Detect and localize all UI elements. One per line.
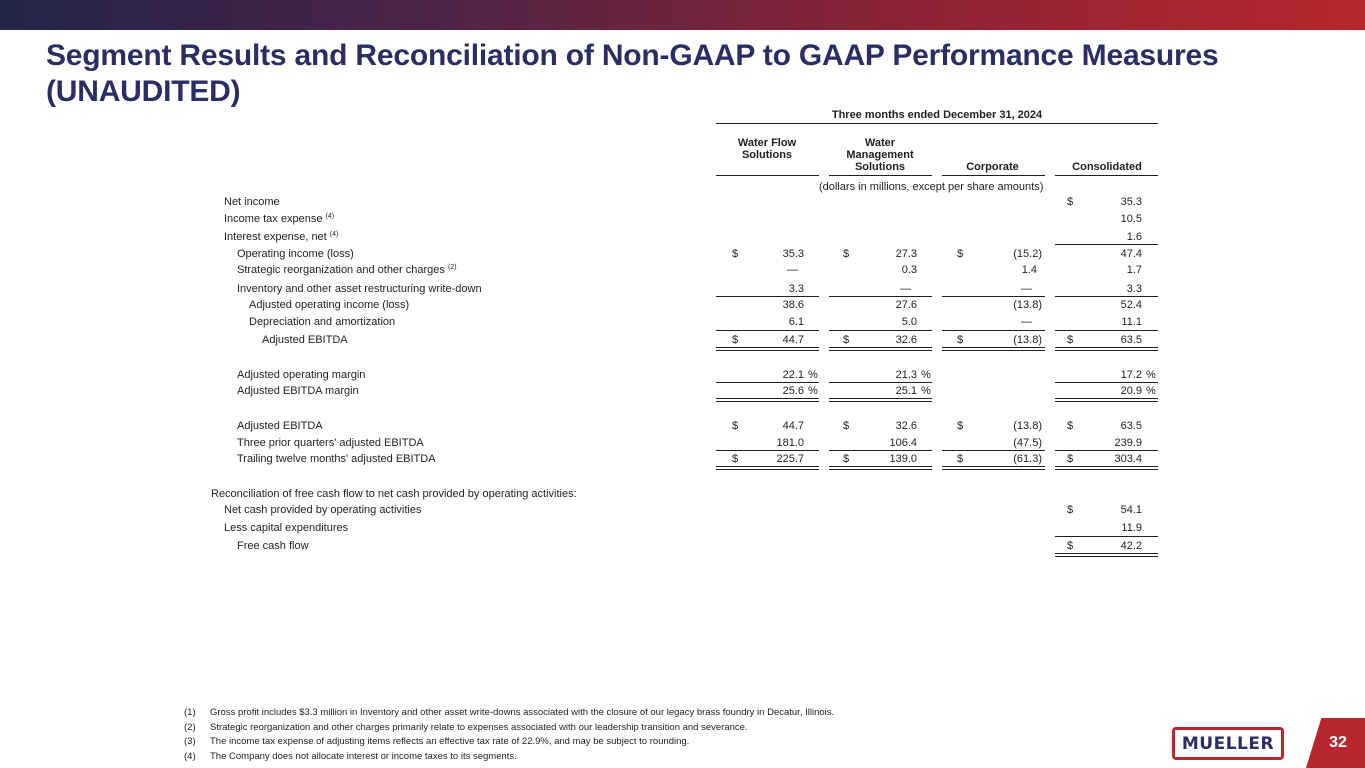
total-rule [942, 469, 1045, 470]
row-label-text: Strategic reorganization and other charges [237, 264, 445, 276]
units-note: (dollars in millions, except per share amounts) [819, 181, 1044, 193]
total-rule [716, 401, 819, 402]
cell-consolidated: 3.3 [1126, 283, 1142, 295]
cell-wms: 32.6 [895, 420, 917, 432]
total-rule [1055, 398, 1158, 399]
dollar-sign: $ [957, 248, 964, 260]
cell-consolidated: 239.9 [1114, 437, 1142, 449]
dollar-sign: $ [957, 334, 964, 346]
row-label: Adjusted EBITDA [237, 420, 323, 432]
cell-consolidated: 11.9 [1121, 522, 1142, 534]
row-label [237, 264, 457, 277]
dollar-sign: $ [1067, 504, 1074, 516]
dollar-sign: $ [1067, 196, 1074, 208]
mueller-logo [1172, 727, 1284, 760]
subtotal-rule [716, 330, 819, 331]
footnote-ref: (4) [329, 231, 339, 238]
subtotal-rule [829, 296, 932, 297]
col-header-wfs: Water Flow Solutions [737, 137, 797, 161]
subtotal-rule [1055, 244, 1158, 245]
dollar-sign: $ [1067, 540, 1074, 552]
col-header-consolidated: Consolidated [1072, 161, 1142, 173]
cell-consolidated: 303.4 [1114, 453, 1142, 465]
subtotal-rule [1055, 450, 1158, 451]
subtotal-rule [942, 296, 1045, 297]
footnote [184, 706, 834, 721]
percent-sign: % [921, 369, 931, 381]
row-label: Inventory and other asset restructuring write-down [237, 283, 482, 295]
cell-wfs: 35.3 [782, 248, 804, 260]
row-label: Free cash flow [237, 540, 309, 552]
subtotal-rule [716, 296, 819, 297]
footnote-text: Gross profit includes $3.3 million in Inventory and other asset write-downs associated with the closure of our legacy brass foundry in Decatur, Illinois. [210, 707, 835, 718]
cell-wms: 0.3 [901, 264, 917, 276]
footnote [184, 735, 834, 750]
cell-corporate: (13.8) [1013, 299, 1042, 311]
header-rule [716, 123, 1158, 124]
cell-corporate: (13.8) [1013, 334, 1042, 346]
cell-consolidated: 1.6 [1126, 231, 1142, 243]
cell-wfs: 38.6 [782, 299, 804, 311]
cell-wms: 25.1 [895, 385, 917, 397]
footnote-text: Strategic reorganization and other charges primarily relate to expenses associated with our leadership transition and severance. [210, 721, 748, 733]
subtotal-rule [829, 330, 932, 331]
cell-wms: 21.3 [895, 369, 917, 381]
total-rule [716, 350, 819, 351]
dollar-sign: $ [732, 334, 739, 346]
percent-sign: % [808, 369, 818, 381]
cell-consolidated: 35.3 [1120, 196, 1142, 208]
subtotal-rule [942, 330, 1045, 331]
subtotal-rule [829, 382, 932, 383]
cell-wms: 27.3 [895, 248, 917, 260]
row-label: Three prior quarters' adjusted EBITDA [237, 437, 424, 449]
total-rule [1055, 347, 1158, 348]
total-rule [1055, 469, 1158, 470]
row-label-text: Interest expense, net [224, 231, 327, 243]
percent-sign: % [1146, 385, 1156, 397]
footnote-number: (1) [184, 707, 196, 718]
cell-corporate: (13.8) [1013, 420, 1042, 432]
row-label: Depreciation and amortization [249, 316, 396, 328]
footnote-text: The Company does not allocate interest or income taxes to its segments. [210, 750, 517, 762]
row-label: Operating income (loss) [237, 248, 354, 260]
dollar-sign: $ [732, 420, 739, 432]
cell-wfs: 225.7 [776, 453, 804, 465]
percent-sign: % [808, 385, 818, 397]
total-rule [1055, 401, 1158, 402]
footnote [184, 721, 834, 736]
cell-wfs: 181.0 [776, 437, 804, 449]
total-rule [942, 347, 1045, 348]
dollar-sign: $ [843, 453, 850, 465]
row-label: Net income [224, 196, 280, 208]
col-rule [942, 175, 1045, 176]
dollar-sign: $ [1067, 453, 1074, 465]
cell-consolidated: 54.1 [1120, 504, 1142, 516]
cell-wfs: 6.1 [788, 316, 804, 328]
section-label: Reconciliation of free cash flow to net cash provided by operating activities: [211, 488, 577, 500]
cell-consolidated: 1.7 [1126, 264, 1142, 276]
dollar-sign: $ [1067, 334, 1074, 346]
footnote-ref: (4) [325, 213, 335, 220]
row-label [224, 213, 334, 226]
cell-consolidated: 47.4 [1120, 248, 1142, 260]
subtotal-rule [1055, 296, 1158, 297]
cell-wms: — [900, 283, 911, 295]
footnote-number: (4) [184, 750, 196, 762]
cell-wms: 139.0 [889, 453, 917, 465]
dollar-sign: $ [957, 420, 964, 432]
row-label: Adjusted EBITDA margin [237, 385, 359, 397]
cell-wfs: 25.6 [782, 385, 804, 397]
cell-wfs: — [787, 264, 798, 276]
dollar-sign: $ [957, 453, 964, 465]
total-rule [716, 466, 819, 467]
row-label: Adjusted operating income (loss) [249, 299, 410, 311]
col-rule [1055, 175, 1158, 176]
subtotal-rule [716, 382, 819, 383]
total-rule [1055, 350, 1158, 351]
footnote-number: (3) [184, 736, 196, 747]
footnote-text: The income tax expense of adjusting items reflects an effective tax rate of 22.9%, and may be subject to rounding. [210, 736, 690, 747]
subtotal-rule [716, 450, 819, 451]
subtotal-rule [1055, 330, 1158, 331]
cell-consolidated: 42.2 [1120, 540, 1142, 552]
total-rule [942, 466, 1045, 467]
footnotes [184, 706, 834, 764]
cell-consolidated: 52.4 [1120, 299, 1142, 311]
total-rule [829, 466, 932, 467]
dollar-sign: $ [1067, 420, 1074, 432]
cell-corporate: (61.3) [1013, 453, 1042, 465]
row-label: Trailing twelve months' adjusted EBITDA [237, 453, 436, 465]
page-number: 32 [1329, 734, 1347, 751]
total-rule [1055, 556, 1158, 557]
cell-corporate: — [1021, 283, 1032, 295]
subtotal-rule [942, 450, 1045, 451]
cell-wms: 32.6 [895, 334, 917, 346]
total-rule [1055, 553, 1158, 554]
col-header-corporate: Corporate [966, 161, 1019, 173]
cell-consolidated: 11.1 [1121, 316, 1142, 328]
total-rule [1055, 466, 1158, 467]
cell-corporate: — [1021, 316, 1032, 328]
dollar-sign: $ [843, 248, 850, 260]
row-label: Net cash provided by operating activities [224, 504, 422, 516]
total-rule [829, 398, 932, 399]
dollar-sign: $ [843, 420, 850, 432]
total-rule [716, 347, 819, 348]
row-label-text: Income tax expense [224, 213, 323, 225]
cell-wfs: 3.3 [788, 283, 804, 295]
footnote-ref: (2) [447, 264, 457, 271]
cell-wfs: 44.7 [782, 334, 804, 346]
row-label [224, 231, 338, 244]
col-header-wms: Water Management Solutions [846, 137, 914, 173]
dollar-sign: $ [732, 453, 739, 465]
total-rule [829, 347, 932, 348]
cell-wms: 106.4 [889, 437, 917, 449]
cell-wms: 27.6 [895, 299, 917, 311]
cell-consolidated: 63.5 [1120, 334, 1142, 346]
cell-wms: 5.0 [901, 316, 917, 328]
logo-text: MUELLER [1181, 733, 1275, 754]
dollar-sign: $ [843, 334, 850, 346]
cell-consolidated: 17.2 [1120, 369, 1142, 381]
cell-corporate: 1.4 [1021, 264, 1037, 276]
cell-corporate: (47.5) [1013, 437, 1042, 449]
total-rule [829, 350, 932, 351]
row-label: Less capital expenditures [224, 522, 349, 534]
period-header: Three months ended December 31, 2024 [831, 109, 1043, 121]
cell-consolidated: 63.5 [1120, 420, 1142, 432]
row-label: Adjusted EBITDA [262, 334, 348, 346]
col-rule [716, 175, 819, 176]
total-rule [942, 350, 1045, 351]
dollar-sign: $ [732, 248, 739, 260]
subtotal-rule [1055, 382, 1158, 383]
percent-sign: % [921, 385, 931, 397]
subtotal-rule [829, 450, 932, 451]
percent-sign: % [1146, 369, 1156, 381]
cell-wfs: 22.1 [782, 369, 804, 381]
row-label: Adjusted operating margin [237, 369, 366, 381]
subtotal-rule [1055, 536, 1158, 537]
cell-consolidated: 20.9 [1120, 385, 1142, 397]
cell-wfs: 44.7 [782, 420, 804, 432]
total-rule [716, 469, 819, 470]
footnote [184, 750, 834, 765]
cell-consolidated: 10.5 [1120, 213, 1142, 225]
col-rule [829, 175, 932, 176]
total-rule [829, 469, 932, 470]
cell-corporate: (15.2) [1013, 248, 1042, 260]
page-title: Segment Results and Reconciliation of Non-GAAP to GAAP Performance Measures (UNAUDITED) [46, 39, 1219, 108]
total-rule [829, 401, 932, 402]
footnote-number: (2) [184, 721, 196, 733]
total-rule [716, 398, 819, 399]
